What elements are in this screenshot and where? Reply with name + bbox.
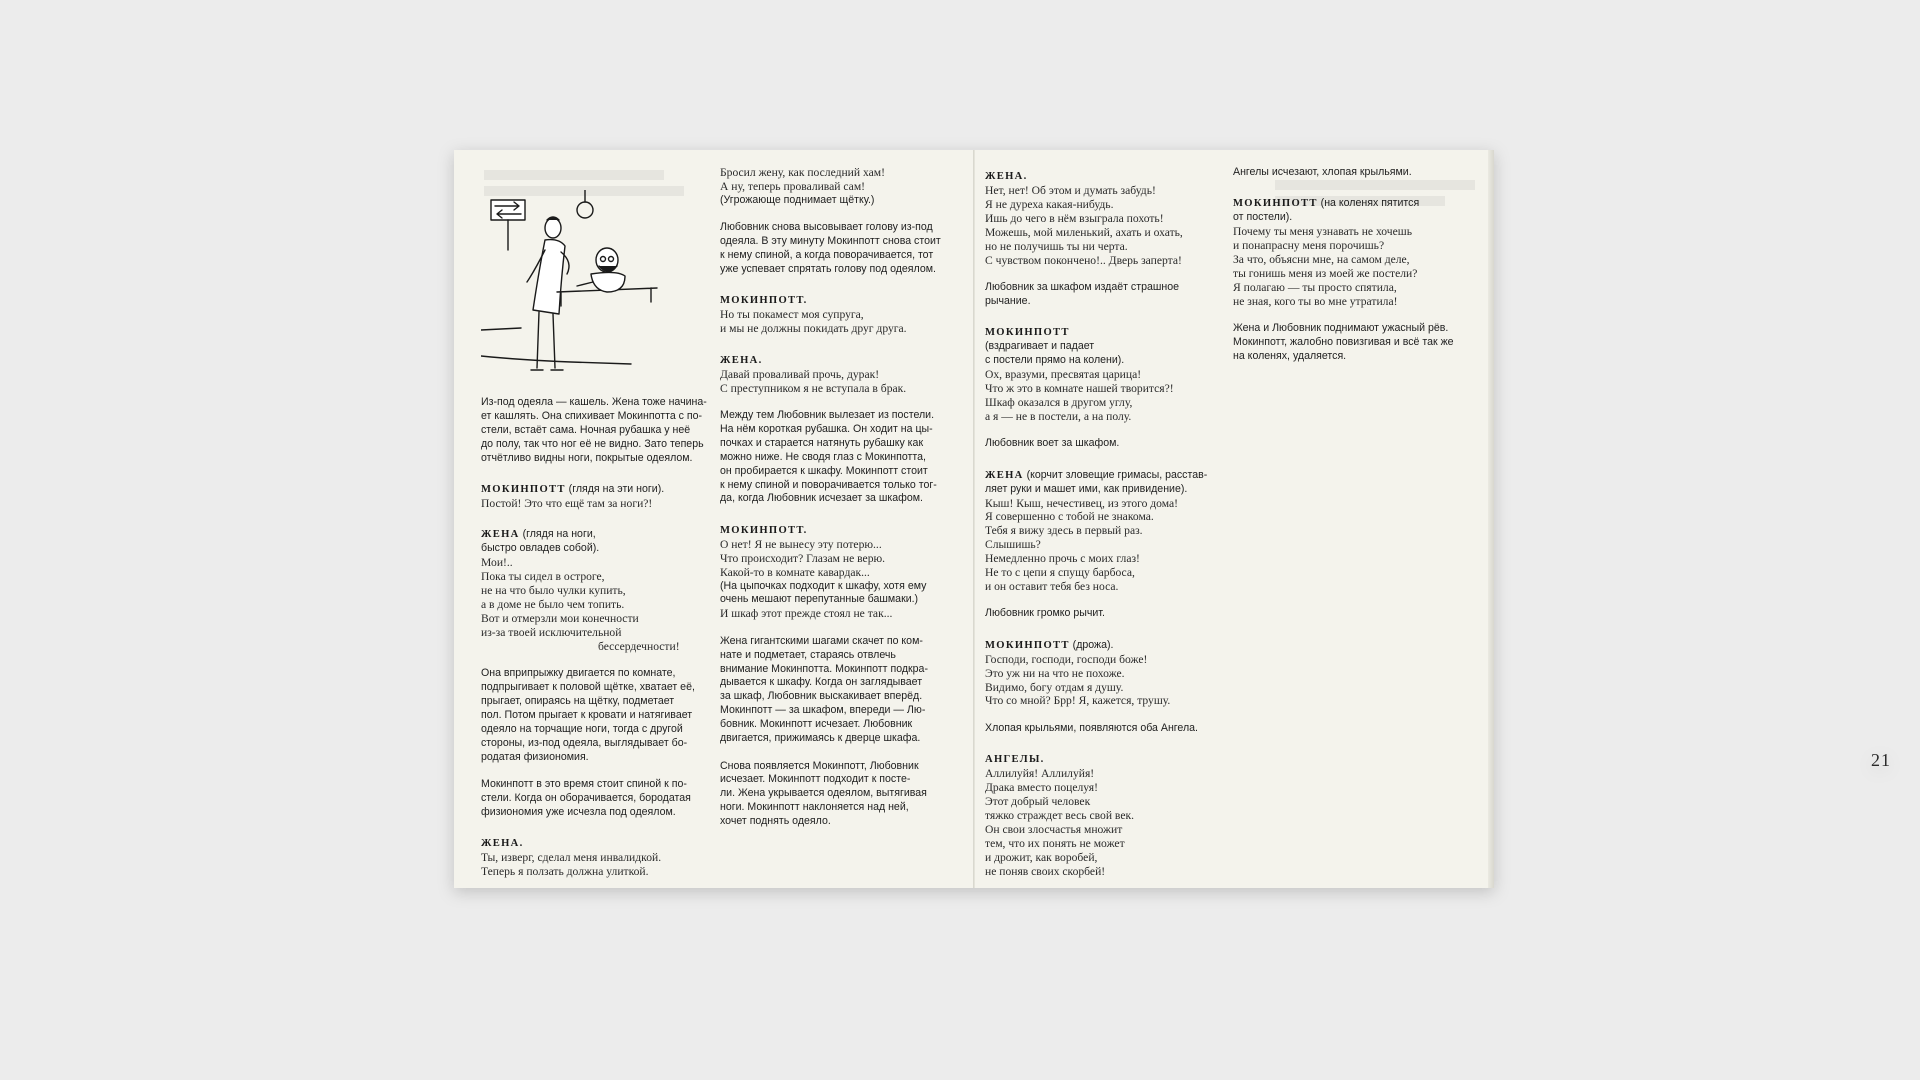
verse-line: Не то с цепи я спущу барбоса, bbox=[985, 566, 1135, 580]
verse-line: не зная, кого ты во мне утратила! bbox=[1233, 294, 1398, 308]
verse-line: С преступником я не вступала в брак. bbox=[720, 381, 907, 395]
character-cue bbox=[985, 465, 1219, 483]
verse-line: Какой-то в комнате кавардак... bbox=[720, 565, 870, 579]
stage-line: уже успевает спрятать голову под одеялом. bbox=[720, 262, 936, 275]
stage-direction bbox=[985, 607, 1219, 621]
stage-line: пол. Потом прыгает к кровати и натягивает bbox=[481, 708, 693, 721]
speech-block bbox=[985, 465, 1219, 594]
stage-line: Жена гигантскими шагами скачет по ком- bbox=[720, 634, 923, 647]
verse-line: Этот добрый человек bbox=[985, 795, 1091, 809]
verse-line: ты гонишь меня из моей же постели? bbox=[1233, 267, 1418, 281]
stage-line: физиономия уже исчезла под одеялом. bbox=[481, 805, 676, 818]
stage-line: (На цыпочках подходит к шкафу, хотя ему bbox=[720, 579, 927, 592]
verse-line: тяжко страждет весь свой век. bbox=[985, 809, 1135, 822]
column-1 bbox=[481, 166, 715, 893]
verse-line: не поняв своих скорбей! bbox=[985, 864, 1106, 878]
stage-line: хочет поднять одеяло. bbox=[720, 815, 831, 828]
verse-line: Мои!.. bbox=[481, 556, 513, 570]
verse-line: Что со мной? Брр! Я, кажется, трушу. bbox=[985, 694, 1171, 708]
stage-direction bbox=[1233, 166, 1467, 180]
stage-line: ет кашлять. Она спихивает Мокинпотта с по- bbox=[481, 409, 703, 422]
verse-line: и дрожит, как воробей, bbox=[985, 850, 1098, 864]
speech-block bbox=[481, 833, 715, 879]
stage-line: стели, встаёт сама. Ночная рубашка у неё bbox=[481, 423, 691, 436]
column-4-text bbox=[1233, 166, 1467, 364]
character-name: МОКИНПОТТ bbox=[985, 327, 1070, 339]
stage-line: подпрыгивает к половой щётке, хватает её, bbox=[481, 681, 695, 694]
stage-line: да, когда Любовник исчезает за шкафом. bbox=[720, 492, 923, 505]
speech-block bbox=[720, 350, 954, 396]
verse-line: а в доме не было чем топить. bbox=[481, 598, 625, 612]
verse-line: Я не дуреха какая-нибудь. bbox=[985, 197, 1114, 211]
stage-line: Между тем Любовник вылезает из постели. bbox=[720, 408, 935, 421]
stage-line: нате и подметает, стараясь отвлечь bbox=[720, 648, 896, 661]
stage-line: отчётливо видны ноги, покрытые одеялом. bbox=[481, 451, 693, 464]
verse-line: Ишь до чего в нём взыграла похоть! bbox=[985, 211, 1164, 225]
speech-block bbox=[985, 635, 1219, 709]
cue-direction: (глядя на ноги, bbox=[519, 528, 596, 541]
verse-line: Кыш! Кыш, нечестивец, из этого дома! bbox=[985, 496, 1179, 510]
stage-line: Мокинпотт, жалобно повизгивая и всё так же bbox=[1233, 336, 1454, 349]
stage-line: ноги. Мокинпотт наклоняется над ней, bbox=[720, 801, 909, 814]
speech-block bbox=[1233, 193, 1467, 308]
verse-line: Нет, нет! Об этом и думать забудь! bbox=[985, 184, 1156, 197]
stage-line: почках и старается натянуть рубашку как bbox=[720, 436, 924, 449]
verse-line: и он оставит тебя без носа. bbox=[985, 579, 1119, 593]
column-2-text bbox=[720, 166, 954, 829]
verse-line: а я — не в постели, а на полу. bbox=[985, 409, 1132, 423]
stage-direction bbox=[481, 778, 715, 820]
cue-direction: (глядя на эти ноги). bbox=[565, 483, 665, 496]
stage-line: Ангелы исчезают, хлопая крыльями. bbox=[1233, 166, 1412, 178]
stage-direction bbox=[985, 722, 1219, 736]
speech-block bbox=[481, 479, 715, 511]
cue-direction-line: ляет руки и машет ими, как привидение). bbox=[985, 482, 1188, 495]
verse-line: Ты, изверг, сделал меня инвалидкой. bbox=[481, 851, 662, 865]
stage-line: дывается к шкафу. Когда он заглядывает bbox=[720, 676, 923, 689]
stage-line: он пробирается к шкафу. Мокинпотт стоит bbox=[720, 464, 928, 477]
stage-direction bbox=[720, 409, 954, 506]
cartoon-illustration bbox=[481, 190, 665, 380]
verse-line: и понапрасну меня порочишь? bbox=[1233, 239, 1385, 253]
stage-line: Снова появляется Мокинпотт, Любовник bbox=[720, 759, 919, 772]
character-cue bbox=[481, 833, 715, 851]
stage-line: прыгает, опираясь на щётку, подметает bbox=[481, 695, 675, 707]
stage-line: стороны, из-под одеяла, выглядывает бо- bbox=[481, 736, 688, 749]
speech-block bbox=[985, 166, 1219, 267]
verse-line: и мы не должны покидать друг друга. bbox=[720, 322, 907, 336]
column-1-text bbox=[481, 396, 715, 879]
verse-line: Тебя я вижу здесь в первый раз. bbox=[985, 524, 1143, 538]
stage-line: рычание. bbox=[985, 294, 1031, 307]
cue-direction-line: от постели). bbox=[1233, 211, 1293, 224]
speech-block bbox=[720, 520, 954, 621]
character-name: ЖЕНА bbox=[481, 529, 520, 541]
verse-line: Видимо, богу отдам я душу. bbox=[985, 680, 1124, 694]
verse-line: не на что было чулки купить, bbox=[481, 584, 626, 598]
character-cue bbox=[985, 322, 1219, 340]
column-3 bbox=[985, 166, 1219, 892]
speech-block bbox=[720, 290, 954, 336]
stage-line: можно ниже. Не сводя глаз с Мокинпотта, bbox=[720, 450, 926, 463]
stage-line: одеяла. В эту минуту Мокинпотт снова стоит bbox=[720, 235, 941, 248]
verse-line: Шкаф оказался в другом углу, bbox=[985, 395, 1133, 409]
character-name: ЖЕНА bbox=[985, 469, 1024, 481]
cue-direction: (на коленях пятится bbox=[1317, 197, 1420, 210]
stage-line: Любовник снова высовывает голову из-под bbox=[720, 221, 933, 234]
stage-direction bbox=[720, 221, 954, 277]
open-booklet bbox=[454, 150, 1891, 888]
verse-line: Это уж ни на что не похоже. bbox=[985, 666, 1125, 680]
left-page bbox=[454, 150, 974, 888]
verse-line-indented: бессердечности! bbox=[598, 639, 680, 653]
cue-direction-line: с постели прямо на колени). bbox=[985, 354, 1125, 367]
stage-direction bbox=[720, 635, 954, 746]
verse-line: Теперь я ползать должна улиткой. bbox=[481, 865, 649, 879]
cue-direction-line: быстро овладев собой). bbox=[481, 542, 600, 555]
stage-line: до полу, так что ног её не видно. Зато теперь bbox=[481, 437, 704, 450]
stage-line: Любовник громко рычит. bbox=[985, 607, 1105, 620]
character-cue bbox=[481, 479, 715, 497]
stage-line: на коленях, удаляется. bbox=[1233, 350, 1347, 363]
verse-line: Я совершенно с тобой не знакома. bbox=[985, 510, 1154, 524]
verse-line: Постой! Это что ещё там за ноги?! bbox=[481, 497, 653, 511]
arrow-sign-icon bbox=[491, 200, 525, 220]
verse-line: из-за твоей исключительной bbox=[481, 625, 622, 639]
character-cue bbox=[985, 749, 1219, 767]
verse-line: Я полагаю — ты просто спятила, bbox=[1233, 280, 1397, 294]
character-name: ЖЕНА. bbox=[481, 838, 524, 850]
character-name: АНГЕЛЫ. bbox=[985, 754, 1045, 766]
stage-direction bbox=[481, 396, 715, 466]
stage-line: (Угрожающе поднимает щётку.) bbox=[720, 193, 875, 206]
verse-line: Вот и отмерзли мои конечности bbox=[481, 611, 639, 625]
stage-line: к нему спиной и поворачивается только тог- bbox=[720, 478, 937, 491]
verse-line: За что, объясни мне, на самом деле, bbox=[1233, 253, 1410, 267]
verse-line: Немедленно прочь с моих глаз! bbox=[985, 552, 1140, 566]
verse-line: но не получишь ты ни черта. bbox=[985, 239, 1128, 253]
cue-direction-line: (вздрагивает и падает bbox=[985, 340, 1095, 353]
stage-line: родатая физиономия. bbox=[481, 750, 589, 763]
character-name: МОКИНПОТТ. bbox=[720, 524, 808, 536]
stage-direction bbox=[720, 760, 954, 830]
page-number: 21 bbox=[1871, 750, 1891, 770]
stage-line: Мокинпотт — за шкафом, впереди — Лю- bbox=[720, 704, 926, 717]
stage-line: стели. Когда он оборачивается, бородатая bbox=[481, 791, 691, 804]
stage-line: к нему спиной, а когда поворачивается, тот bbox=[720, 249, 934, 262]
character-name: ЖЕНА. bbox=[985, 171, 1028, 182]
verse-line: Но ты покамест моя супруга, bbox=[720, 308, 864, 322]
stage-line: исчезает. Мокинпотт подходит к посте- bbox=[720, 773, 911, 786]
verse-line: Давай проваливай прочь, дурак! bbox=[720, 367, 880, 381]
stage-line: одеяло на торчащие ноги, тогда с другой bbox=[481, 722, 683, 735]
verse-line: Что ж это в комнате нашей творится?! bbox=[985, 381, 1174, 395]
speech-block bbox=[985, 749, 1219, 878]
stage-direction bbox=[985, 437, 1219, 451]
verse-block bbox=[720, 166, 954, 208]
column-2 bbox=[720, 166, 954, 843]
character-name: МОКИНПОТТ bbox=[985, 639, 1070, 651]
character-name: МОКИНПОТТ bbox=[481, 484, 566, 496]
stage-line: Любовник воет за шкафом. bbox=[985, 437, 1120, 450]
character-cue bbox=[985, 635, 1219, 653]
cue-direction: (корчит зловещие гримасы, расстав- bbox=[1023, 468, 1208, 481]
stage-line: за шкаф, Любовник выскакивает вперёд. bbox=[720, 690, 923, 703]
stage-direction bbox=[481, 667, 715, 764]
verse-line: Бросил жену, как последний хам! bbox=[720, 166, 885, 179]
verse-line: Драка вместо поцелуя! bbox=[985, 781, 1098, 795]
stage-line: ли. Жена укрывается одеялом, вытягивая bbox=[720, 787, 927, 800]
column-3-text bbox=[985, 166, 1219, 879]
character-cue bbox=[720, 520, 954, 538]
verse-line: Ох, вразуми, пресвятая царица! bbox=[985, 368, 1142, 382]
verse-line: О нет! Я не вынесу эту потерю... bbox=[720, 537, 882, 551]
stage-line: внимание Мокинпотта. Мокинпотт подкра- bbox=[720, 662, 928, 675]
character-cue bbox=[985, 166, 1219, 184]
speech-block bbox=[985, 322, 1219, 423]
character-cue bbox=[481, 524, 715, 542]
verse-line: Можешь, мой миленький, ахать и охать, bbox=[985, 225, 1183, 239]
stage-line: Хлопая крыльями, появляются оба Ангела. bbox=[985, 721, 1198, 734]
verse-line: Почему ты меня узнавать не хочешь bbox=[1233, 225, 1412, 239]
character-cue bbox=[1233, 193, 1467, 211]
verse-line: И шкаф этот прежде стоял не так... bbox=[720, 607, 893, 621]
verse-line: тем, что их понять не может bbox=[985, 836, 1125, 850]
character-cue bbox=[720, 290, 954, 308]
speech-block bbox=[481, 524, 715, 653]
verse-line: Пока ты сидел в остроге, bbox=[481, 570, 605, 584]
stage-line: Мокинпотт в это время стоит спиной к по- bbox=[481, 778, 687, 791]
stage-line: Из-под одеяла — кашель. Жена тоже начина- bbox=[481, 396, 707, 408]
stage-direction bbox=[985, 281, 1219, 309]
character-name: ЖЕНА. bbox=[720, 354, 763, 366]
column-4 bbox=[1233, 166, 1467, 377]
stage-line: Жена и Любовник поднимают ужасный рёв. bbox=[1233, 322, 1449, 335]
verse-line: Господи, господи, господи боже! bbox=[985, 652, 1148, 666]
stage-line: двигается, прижимаясь к дверце шкафа. bbox=[720, 732, 921, 745]
verse-line: Он свои злосчастья множит bbox=[985, 822, 1123, 836]
verse-line: Слышишь? bbox=[985, 538, 1041, 552]
character-name: МОКИНПОТТ. bbox=[720, 295, 808, 307]
verse-line: А ну, теперь проваливай сам! bbox=[720, 179, 866, 193]
character-name: МОКИНПОТТ bbox=[1233, 198, 1318, 210]
stage-line: очень мешают перепутанные башмаки.) bbox=[720, 593, 919, 606]
stage-line: На нём короткая рубашка. Он ходит на цы- bbox=[720, 422, 933, 435]
verse-line: С чувством покончено!.. Дверь заперта! bbox=[985, 253, 1182, 267]
verse-line: Аллилуйя! Аллилуйя! bbox=[985, 767, 1095, 781]
verse-line: Что происходит? Глазам не верю. bbox=[720, 551, 886, 565]
character-cue bbox=[720, 350, 954, 368]
stage-line: Любовник за шкафом издаёт страшное bbox=[985, 280, 1179, 293]
stage-line: Она вприпрыжку двигается по комнате, bbox=[481, 667, 676, 680]
stage-line: бовник. Мокинпотт исчезает. Любовник bbox=[720, 718, 913, 731]
cue-direction: (дрожа). bbox=[1069, 638, 1114, 651]
stage-direction bbox=[1233, 322, 1467, 364]
